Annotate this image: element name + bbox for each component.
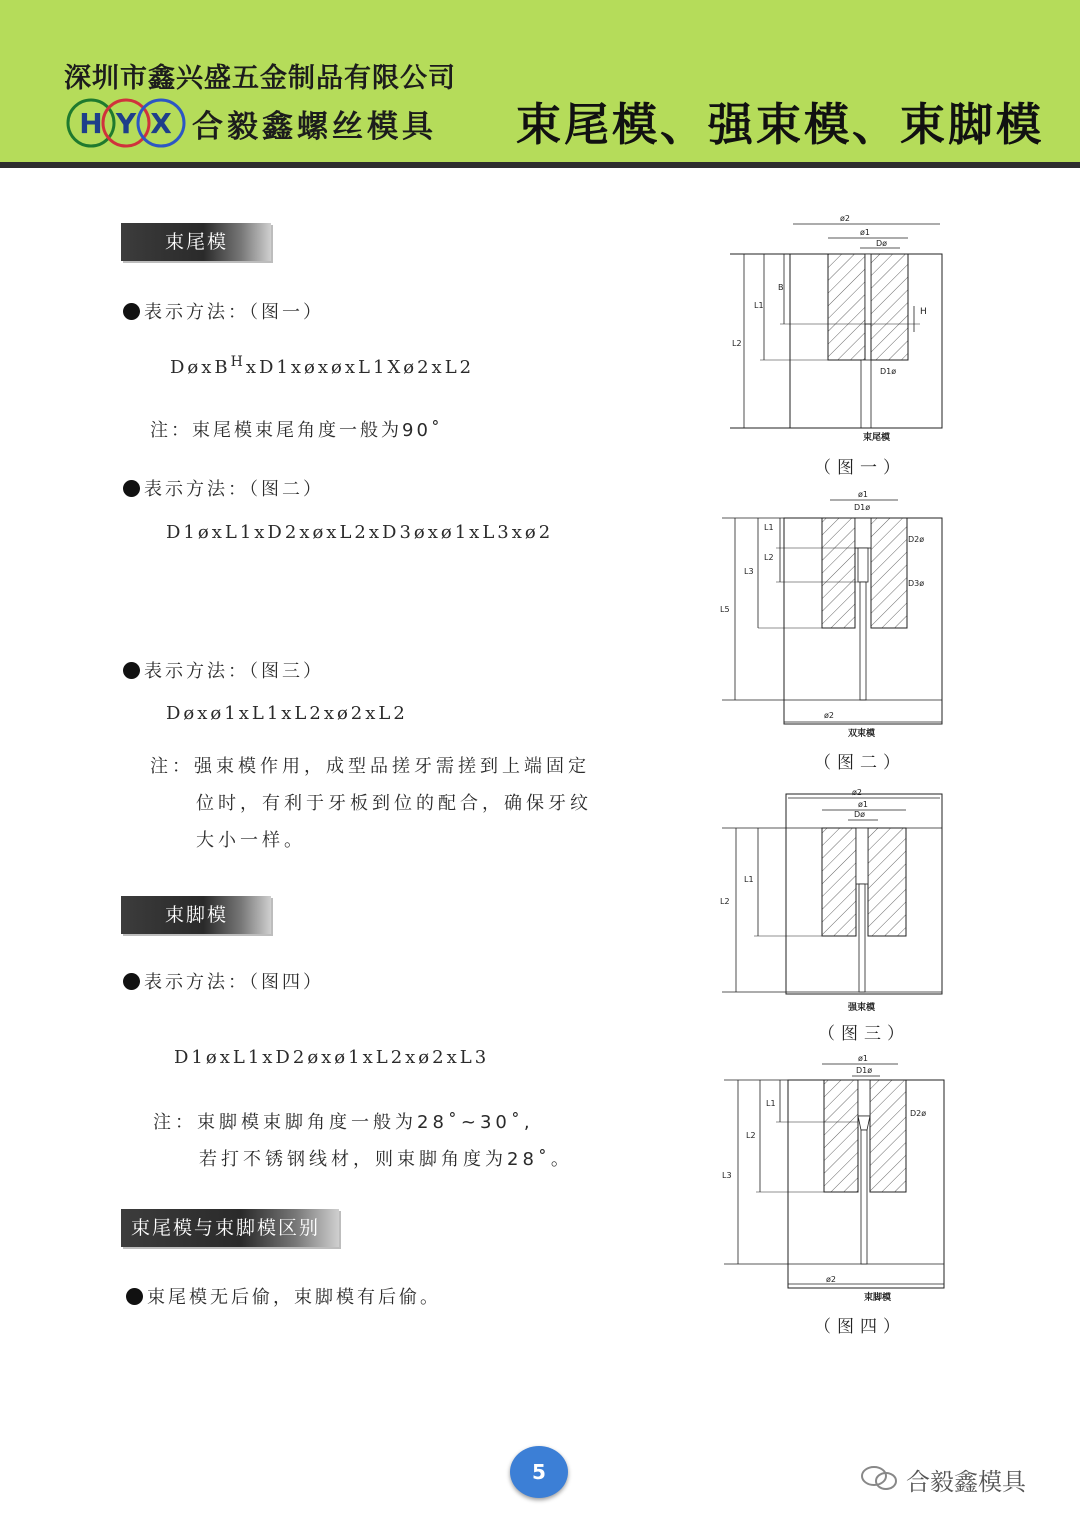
difference-text bbox=[126, 1283, 441, 1309]
fig1-label-b: B bbox=[778, 283, 784, 292]
fig1-label-d2: ø2 bbox=[840, 214, 850, 223]
method-3 bbox=[123, 657, 324, 683]
formula-1-superscript: H bbox=[230, 354, 246, 370]
method-3-label: 表示方法：（图三） bbox=[144, 661, 324, 682]
figure-2-caption: （图二） bbox=[814, 753, 906, 773]
note-4 bbox=[153, 1104, 633, 1178]
company-name: 深圳市鑫兴盛五金制品有限公司 bbox=[64, 63, 456, 94]
bullet-icon bbox=[123, 662, 140, 679]
note-4-line-2: 若打不锈钢线材，则束脚角度为28˚。 bbox=[199, 1149, 573, 1170]
fig1-label-d1o: D1ø bbox=[880, 367, 897, 376]
fig3-label-d1: ø1 bbox=[858, 800, 868, 809]
fig3-label-d2: ø2 bbox=[852, 788, 862, 797]
header-divider bbox=[0, 162, 1080, 168]
method-2-label: 表示方法：（图二） bbox=[144, 479, 324, 500]
formula-1-part-a: DøxB bbox=[170, 357, 231, 378]
fig4-label-d2: ø2 bbox=[826, 1275, 836, 1284]
section-label-shujiao: 束脚模 bbox=[121, 896, 271, 934]
figure-3-caption: （图三） bbox=[818, 1024, 910, 1044]
fig3-label-l1: L1 bbox=[744, 875, 754, 884]
page-title: 束尾模、强束模、束脚模 bbox=[516, 98, 1045, 151]
formula-3: Døxø1xL1xL2xø2xL2 bbox=[166, 703, 408, 724]
formula-4: D1øxL1xD2øxø1xL2xø2xL3 bbox=[174, 1047, 490, 1068]
watermark-text: 合毅鑫模具 bbox=[906, 1468, 1026, 1496]
note-3 bbox=[150, 748, 650, 859]
note-3-line-3: 大小一样。 bbox=[196, 830, 306, 851]
fig2-label-d2: ø2 bbox=[824, 711, 834, 720]
fig1-label-d1: ø1 bbox=[860, 228, 870, 237]
fig1-name: 束尾模 bbox=[863, 433, 891, 443]
fig4-label-d1o: D1ø bbox=[856, 1066, 873, 1075]
page-number: 5 bbox=[510, 1446, 568, 1498]
note-1: 注：束尾模束尾角度一般为90˚ bbox=[150, 420, 443, 441]
fig4-name: 束脚模 bbox=[864, 1293, 892, 1303]
fig3-label-d: Dø bbox=[854, 810, 866, 819]
method-1-label: 表示方法：（图一） bbox=[144, 302, 324, 323]
bullet-icon bbox=[123, 480, 140, 497]
method-4-label: 表示方法：（图四） bbox=[144, 972, 324, 993]
bullet-icon bbox=[123, 303, 140, 320]
fig2-label-d3o: D3ø bbox=[908, 579, 925, 588]
fig2-label-l3: L3 bbox=[744, 567, 754, 576]
formula-2: D1øxL1xD2xøxL2xD3øxø1xL3xø2 bbox=[166, 522, 554, 543]
bullet-icon bbox=[123, 973, 140, 990]
brand-name: 合毅鑫螺丝模具 bbox=[192, 109, 437, 145]
fig2-label-d2o: D2ø bbox=[908, 535, 925, 544]
fig2-name: 双束模 bbox=[848, 729, 876, 739]
formula-1 bbox=[170, 354, 474, 378]
fig4-label-d1: ø1 bbox=[858, 1054, 868, 1063]
section-label-difference: 束尾模与束脚模区别 bbox=[121, 1209, 339, 1247]
fig4-label-l2: L2 bbox=[746, 1131, 756, 1140]
method-4 bbox=[123, 968, 324, 994]
note-3-line-1: 注：强束模作用，成型品搓牙需搓到上端固定 bbox=[150, 756, 590, 777]
fig1-label-h: H bbox=[920, 307, 927, 317]
figure-1-caption: （图一） bbox=[814, 458, 906, 478]
figure-2-diagram bbox=[718, 486, 948, 740]
fig4-label-l3: L3 bbox=[722, 1171, 732, 1180]
method-1 bbox=[123, 298, 324, 324]
difference-label: 束尾模无后偷，束脚模有后偷。 bbox=[147, 1287, 441, 1308]
fig2-label-d1o: D1ø bbox=[854, 503, 871, 512]
figure-1-diagram bbox=[720, 210, 950, 450]
logo-letter-x: X bbox=[150, 107, 172, 140]
wechat-icon bbox=[860, 1464, 900, 1492]
hyx-logo-icon bbox=[66, 98, 186, 148]
note-3-line-2: 位时，有利于牙板到位的配合，确保牙纹 bbox=[196, 793, 592, 814]
fig2-label-d1: ø1 bbox=[858, 490, 868, 499]
logo-letter-h: H bbox=[79, 107, 103, 140]
note-4-line-1: 注：束脚模束脚角度一般为28˚~30˚, bbox=[153, 1112, 534, 1133]
method-2 bbox=[123, 475, 324, 501]
fig3-label-l2: L2 bbox=[720, 897, 730, 906]
fig3-name: 强束模 bbox=[848, 1003, 876, 1013]
section-label-shuwei: 束尾模 bbox=[121, 223, 271, 261]
fig1-label-d: Dø bbox=[876, 239, 888, 248]
fig4-label-d2o: D2ø bbox=[910, 1109, 927, 1118]
figure-4-diagram bbox=[718, 1050, 950, 1306]
fig2-label-l5: L5 bbox=[720, 605, 730, 614]
fig1-label-l2: L2 bbox=[732, 339, 742, 348]
fig1-label-l1: L1 bbox=[754, 301, 764, 310]
figure-4-caption: （图四） bbox=[814, 1317, 906, 1337]
fig4-label-l1: L1 bbox=[766, 1099, 776, 1108]
fig2-label-l2: L2 bbox=[764, 553, 774, 562]
fig2-label-l1: L1 bbox=[764, 523, 774, 532]
bullet-icon bbox=[126, 1288, 143, 1305]
logo-letter-y: Y bbox=[115, 107, 137, 140]
figure-3-diagram bbox=[718, 784, 948, 1016]
formula-1-part-b: xD1xøxøxL1Xø2xL2 bbox=[245, 357, 475, 378]
